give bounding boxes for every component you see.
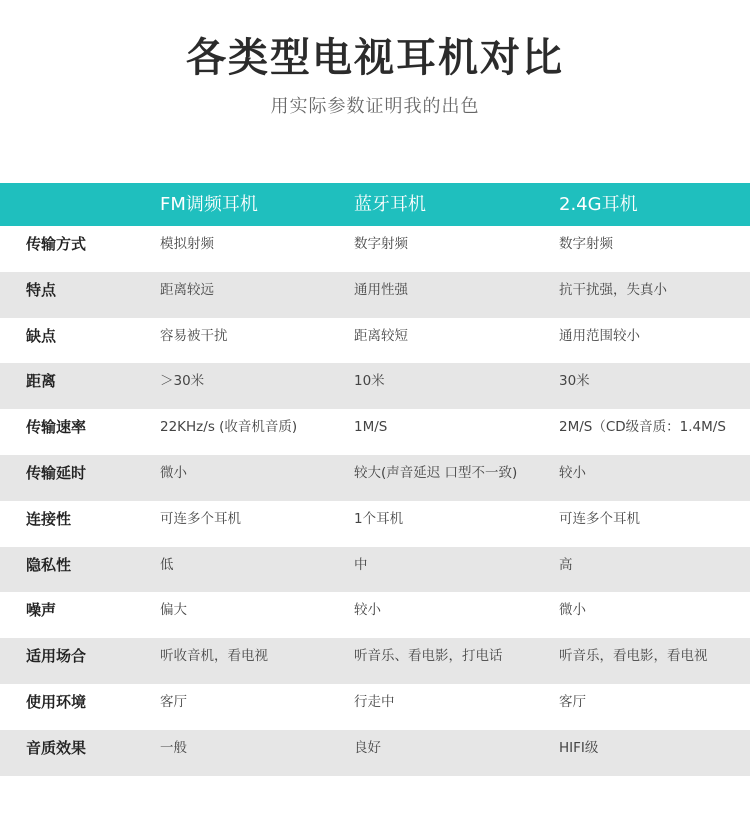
cell-bluetooth: 中 (354, 556, 368, 573)
header-bluetooth: 蓝牙耳机 (354, 194, 426, 215)
table-header (0, 183, 750, 226)
cell-fm: 容易被干扰 (160, 327, 228, 344)
table-row (0, 455, 750, 501)
row-label: 传输方式 (26, 235, 87, 253)
cell-fm: 距离较远 (160, 281, 214, 298)
cell-2-4g: 通用范围较小 (559, 327, 640, 344)
cell-fm: ＞30米 (160, 373, 205, 390)
cell-fm: 低 (160, 556, 174, 573)
row-label: 连接性 (26, 509, 72, 528)
cell-bluetooth: 通用性强 (354, 281, 408, 298)
cell-bluetooth: 10米 (354, 373, 385, 390)
table-row (0, 272, 750, 318)
table-row (0, 501, 750, 547)
table-row (0, 684, 750, 730)
row-label: 特点 (26, 280, 57, 299)
cell-fm: 微小 (160, 464, 187, 481)
row-label: 使用环境 (26, 692, 87, 711)
row-label: 音质效果 (26, 738, 87, 757)
table-row (0, 226, 750, 272)
row-label: 隐私性 (26, 555, 72, 574)
cell-fm: 模拟射频 (160, 236, 214, 252)
cell-fm: 客厅 (160, 693, 187, 710)
cell-fm: 一般 (160, 739, 187, 756)
row-label: 传输速率 (26, 418, 87, 437)
cell-2-4g: 2M/S（CD级音质：1.4M/S (559, 419, 726, 436)
cell-bluetooth: 行走中 (354, 693, 395, 710)
table-row (0, 592, 750, 638)
cell-bluetooth: 较小 (354, 602, 381, 619)
cell-bluetooth: 较大(声音延迟 口型不一致) (354, 464, 518, 481)
row-label: 噪声 (26, 601, 57, 620)
cell-fm: 可连多个耳机 (160, 510, 241, 527)
cell-2-4g: 听音乐，看电影，看电视 (559, 648, 708, 665)
cell-2-4g: 数字射频 (559, 236, 613, 252)
page-title: 各类型电视耳机对比 (186, 35, 564, 81)
cell-2-4g: 客厅 (559, 693, 586, 710)
cell-2-4g: 较小 (559, 464, 586, 481)
header-2-4g: 2.4G耳机 (559, 194, 638, 215)
cell-2-4g: HIFI级 (559, 739, 599, 756)
cell-fm: 听收音机，看电视 (160, 648, 268, 665)
table-row (0, 363, 750, 409)
comparison-table (0, 183, 750, 776)
cell-fm: 偏大 (160, 602, 187, 619)
row-label: 传输延时 (26, 463, 87, 482)
table-row (0, 318, 750, 364)
cell-bluetooth: 数字射频 (354, 236, 408, 252)
cell-2-4g: 30米 (559, 373, 590, 390)
cell-bluetooth: 距离较短 (354, 327, 408, 344)
cell-2-4g: 可连多个耳机 (559, 510, 640, 527)
row-label: 适用场合 (26, 647, 87, 666)
cell-2-4g: 抗干扰强，失真小 (559, 281, 667, 298)
header-fm: FM调频耳机 (160, 194, 258, 215)
cell-bluetooth: 听音乐、看电影，打电话 (354, 648, 503, 665)
row-label: 缺点 (26, 326, 57, 345)
table-row (0, 638, 750, 684)
cell-bluetooth: 1M/S (354, 419, 388, 436)
cell-bluetooth: 良好 (354, 739, 381, 756)
cell-bluetooth: 1个耳机 (354, 510, 404, 527)
table-row (0, 547, 750, 593)
cell-fm: 22KHz/s (收音机音质) (160, 419, 298, 436)
page-subtitle: 用实际参数证明我的出色 (270, 96, 480, 117)
cell-2-4g: 高 (559, 556, 573, 573)
table-row (0, 409, 750, 455)
row-label: 距离 (26, 372, 57, 391)
cell-2-4g: 微小 (559, 602, 586, 619)
table-row (0, 730, 750, 776)
